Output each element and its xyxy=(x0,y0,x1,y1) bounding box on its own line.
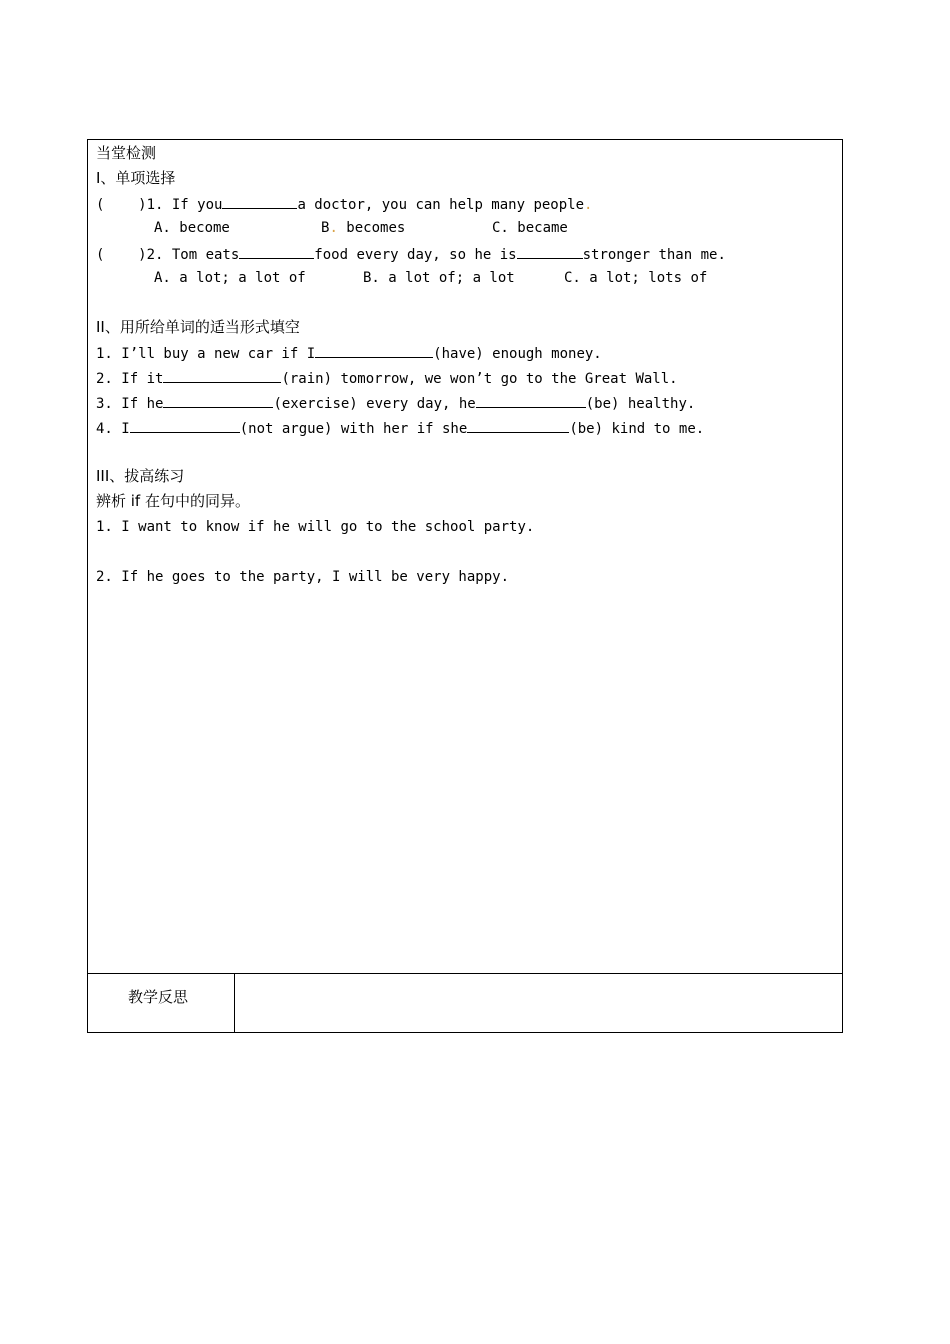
answer-blank xyxy=(163,368,281,383)
question-2: ( )2. Tom eats food every day, so he is stronger than me. xyxy=(96,244,726,264)
reflection-label: 教学反思 xyxy=(128,988,189,1006)
question-1-option-b: B. becomes xyxy=(321,220,406,236)
section2-heading: II、用所给单词的适当形式填空 xyxy=(96,318,300,336)
section1-heading: I、单项选择 xyxy=(96,169,176,187)
answer-blank xyxy=(467,418,569,433)
answer-blank xyxy=(130,418,240,433)
answer-blank xyxy=(163,393,273,408)
answer-blank xyxy=(517,244,583,259)
fill-item-3: 3. If he (exercise) every day, he (be) healthy. xyxy=(96,393,695,413)
question-1-option-a: A. become xyxy=(154,220,230,236)
section3-subheading: 辨析 if 在句中的同异。 xyxy=(96,492,250,510)
compare-item-2: 2. If he goes to the party, I will be very happy. xyxy=(96,569,510,585)
fill-item-1: 1. I’ll buy a new car if I (have) enough money. xyxy=(96,343,602,363)
reflection-content-cell xyxy=(235,974,841,1032)
compare-item-1: 1. I want to know if he will go to the school party. xyxy=(96,519,535,535)
question-2-option-b: B. a lot of; a lot xyxy=(363,270,515,286)
fill-item-2: 2. If it (rain) tomorrow, we won’t go to the Great Wall. xyxy=(96,368,678,388)
test-cell xyxy=(88,140,842,974)
answer-blank xyxy=(315,343,433,358)
answer-blank xyxy=(476,393,586,408)
fill-item-4: 4. I (not argue) with her if she (be) kind to me. xyxy=(96,418,704,438)
question-1-option-c: C. became xyxy=(492,220,568,236)
question-2-option-a: A. a lot; a lot of xyxy=(154,270,306,286)
section3-heading: III、拔高练习 xyxy=(96,467,185,485)
answer-blank xyxy=(222,194,297,209)
answer-blank xyxy=(239,244,314,259)
question-2-option-c: C. a lot; lots of xyxy=(564,270,708,286)
page-title: 当堂检测 xyxy=(96,144,157,162)
question-1: ( )1. If you a doctor, you can help many people. xyxy=(96,194,592,214)
